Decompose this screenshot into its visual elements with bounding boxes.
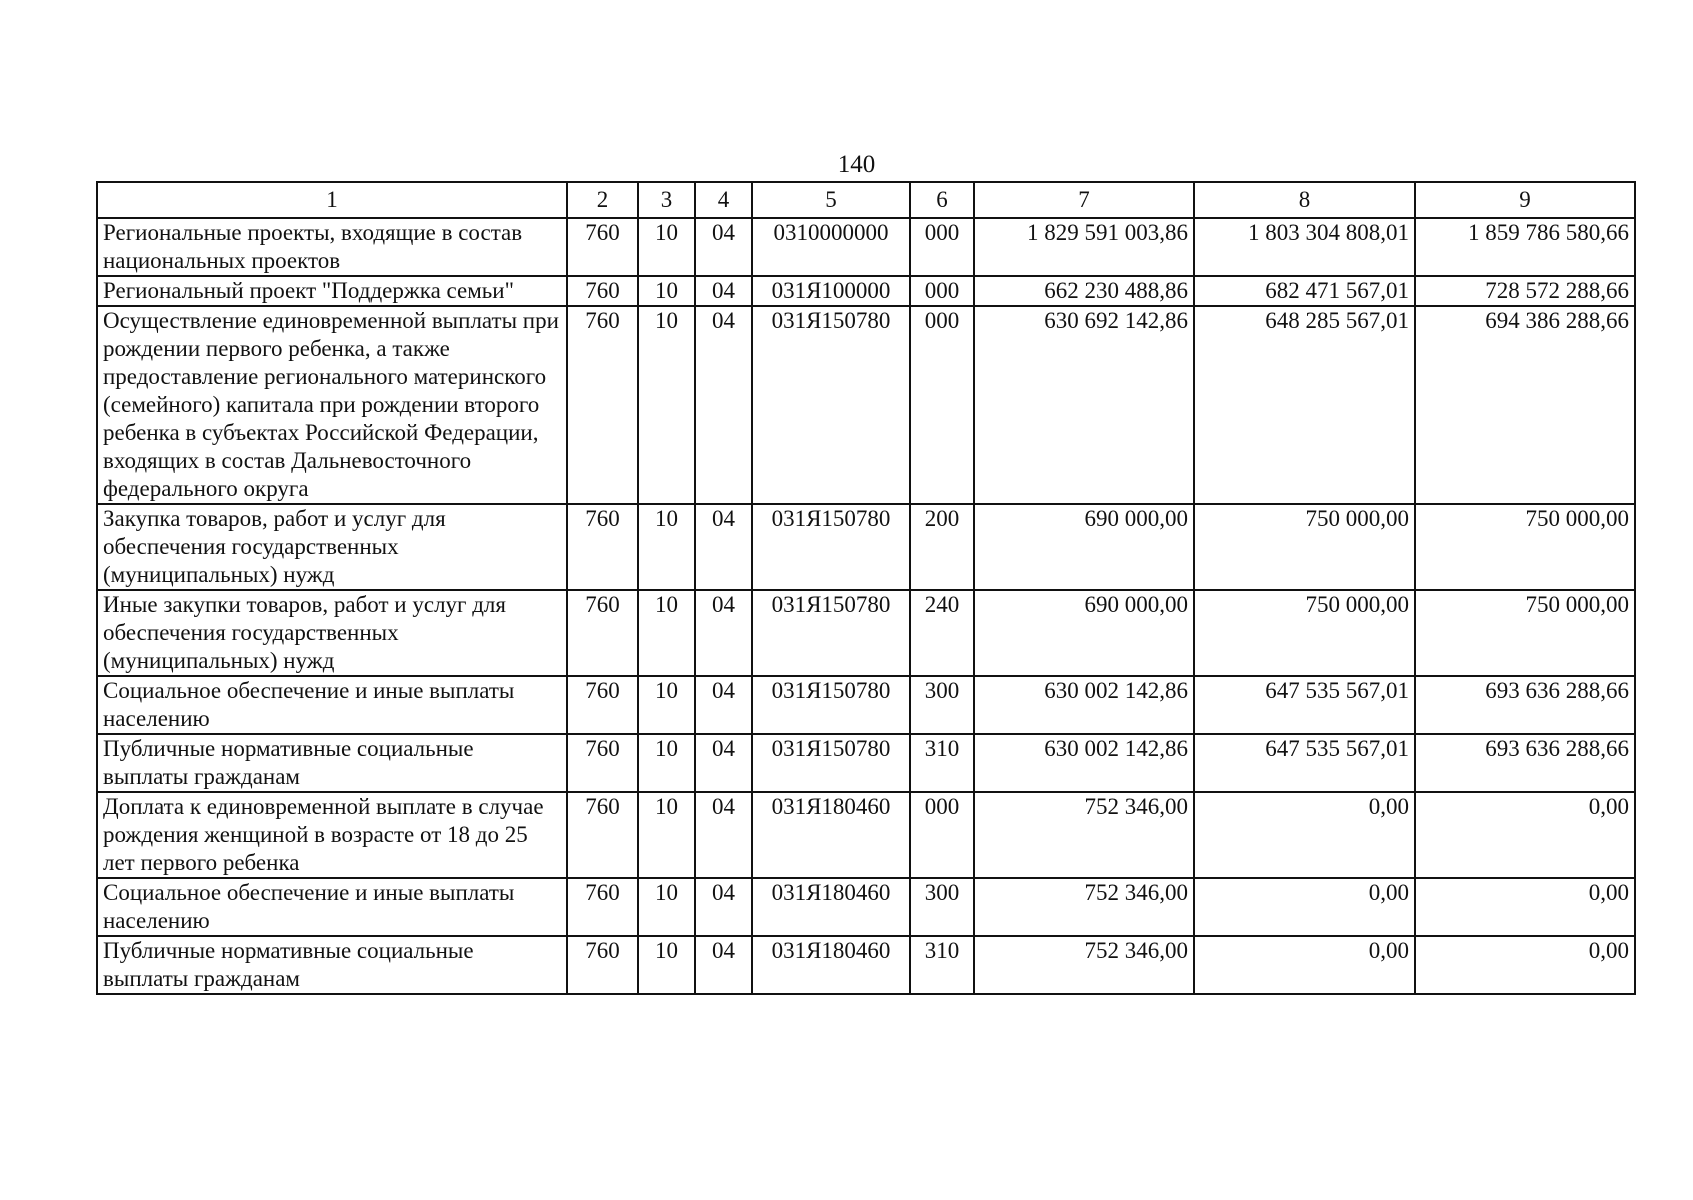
expense-type-code: 300 [910,676,974,734]
ministry-code: 760 [567,306,638,504]
row-description: Социальное обеспечение и иные выплаты населению [97,676,567,734]
amount-col-8: 682 471 567,01 [1194,276,1415,306]
table-row [97,276,1635,306]
target-article-code: 031Я150780 [752,590,910,676]
column-header: 9 [1415,182,1635,218]
ministry-code: 760 [567,590,638,676]
expense-type-code: 000 [910,792,974,878]
expense-type-code: 310 [910,936,974,994]
subsection-code: 04 [695,676,752,734]
amount-col-7: 630 002 142,86 [974,676,1194,734]
column-header: 7 [974,182,1194,218]
section-code: 10 [638,218,695,276]
ministry-code: 760 [567,676,638,734]
table-row [97,590,1635,676]
expense-type-code: 240 [910,590,974,676]
row-description: Публичные нормативные социальные выплаты гражданам [97,936,567,994]
amount-col-8: 0,00 [1194,878,1415,936]
subsection-code: 04 [695,936,752,994]
section-code: 10 [638,792,695,878]
table-row [97,878,1635,936]
column-header: 6 [910,182,974,218]
ministry-code: 760 [567,276,638,306]
column-header: 2 [567,182,638,218]
ministry-code: 760 [567,792,638,878]
amount-col-9: 0,00 [1415,792,1635,878]
target-article-code: 031Я180460 [752,936,910,994]
header-row [97,182,1635,218]
table-row [97,504,1635,590]
expense-type-code: 300 [910,878,974,936]
amount-col-9: 750 000,00 [1415,590,1635,676]
amount-col-9: 0,00 [1415,878,1635,936]
ministry-code: 760 [567,504,638,590]
subsection-code: 04 [695,878,752,936]
target-article-code: 031Я150780 [752,676,910,734]
amount-col-8: 750 000,00 [1194,590,1415,676]
amount-col-8: 0,00 [1194,936,1415,994]
amount-col-8: 0,00 [1194,792,1415,878]
amount-col-8: 1 803 304 808,01 [1194,218,1415,276]
row-description: Иные закупки товаров, работ и услуг для обеспечения государственных (муниципальных) нужд [97,590,567,676]
expense-type-code: 310 [910,734,974,792]
target-article-code: 031Я150780 [752,504,910,590]
table-row [97,676,1635,734]
row-description: Доплата к единовременной выплате в случае рождения женщиной в возрасте от 18 до 25 лет первого ребенка [97,792,567,878]
target-article-code: 031Я150780 [752,306,910,504]
table-row [97,734,1635,792]
expense-type-code: 000 [910,276,974,306]
expense-type-code: 200 [910,504,974,590]
target-article-code: 0310000000 [752,218,910,276]
column-header: 5 [752,182,910,218]
amount-col-7: 630 002 142,86 [974,734,1194,792]
ministry-code: 760 [567,218,638,276]
row-description: Социальное обеспечение и иные выплаты населению [97,878,567,936]
target-article-code: 031Я180460 [752,792,910,878]
table-header [97,182,1635,218]
row-description: Региональный проект "Поддержка семьи" [97,276,567,306]
column-header: 8 [1194,182,1415,218]
amount-col-7: 690 000,00 [974,504,1194,590]
row-description: Осуществление единовременной выплаты при рождении первого ребенка, а также предоставление регионального материнского (семейного) капитала при рождении второго ребенка в субъектах Российской Федерации, входящих в состав Дальневосточного федерального округа [97,306,567,504]
section-code: 10 [638,734,695,792]
expense-type-code: 000 [910,306,974,504]
column-header: 4 [695,182,752,218]
amount-col-7: 752 346,00 [974,792,1194,878]
row-description: Публичные нормативные социальные выплаты гражданам [97,734,567,792]
amount-col-8: 648 285 567,01 [1194,306,1415,504]
amount-col-9: 693 636 288,66 [1415,676,1635,734]
table-row [97,306,1635,504]
column-header: 1 [97,182,567,218]
subsection-code: 04 [695,504,752,590]
table-row [97,936,1635,994]
amount-col-9: 750 000,00 [1415,504,1635,590]
amount-col-7: 752 346,00 [974,936,1194,994]
table-row [97,218,1635,276]
section-code: 10 [638,590,695,676]
amount-col-9: 728 572 288,66 [1415,276,1635,306]
section-code: 10 [638,936,695,994]
amount-col-8: 647 535 567,01 [1194,734,1415,792]
subsection-code: 04 [695,792,752,878]
subsection-code: 04 [695,734,752,792]
section-code: 10 [638,276,695,306]
amount-col-7: 1 829 591 003,86 [974,218,1194,276]
budget-table [96,181,1636,995]
row-description: Закупка товаров, работ и услуг для обеспечения государственных (муниципальных) нужд [97,504,567,590]
ministry-code: 760 [567,734,638,792]
ministry-code: 760 [567,878,638,936]
amount-col-7: 662 230 488,86 [974,276,1194,306]
subsection-code: 04 [695,218,752,276]
amount-col-9: 694 386 288,66 [1415,306,1635,504]
amount-col-9: 693 636 288,66 [1415,734,1635,792]
row-description: Региональные проекты, входящие в состав национальных проектов [97,218,567,276]
page-number: 140 [837,151,876,178]
target-article-code: 031Я100000 [752,276,910,306]
amount-col-7: 752 346,00 [974,878,1194,936]
section-code: 10 [638,676,695,734]
section-code: 10 [638,878,695,936]
amount-col-7: 690 000,00 [974,590,1194,676]
subsection-code: 04 [695,306,752,504]
subsection-code: 04 [695,276,752,306]
section-code: 10 [638,306,695,504]
expense-type-code: 000 [910,218,974,276]
amount-col-8: 750 000,00 [1194,504,1415,590]
subsection-code: 04 [695,590,752,676]
section-code: 10 [638,504,695,590]
table-body [97,218,1635,994]
column-header: 3 [638,182,695,218]
target-article-code: 031Я180460 [752,878,910,936]
amount-col-7: 630 692 142,86 [974,306,1194,504]
amount-col-9: 1 859 786 580,66 [1415,218,1635,276]
amount-col-9: 0,00 [1415,936,1635,994]
table-row [97,792,1635,878]
ministry-code: 760 [567,936,638,994]
target-article-code: 031Я150780 [752,734,910,792]
amount-col-8: 647 535 567,01 [1194,676,1415,734]
